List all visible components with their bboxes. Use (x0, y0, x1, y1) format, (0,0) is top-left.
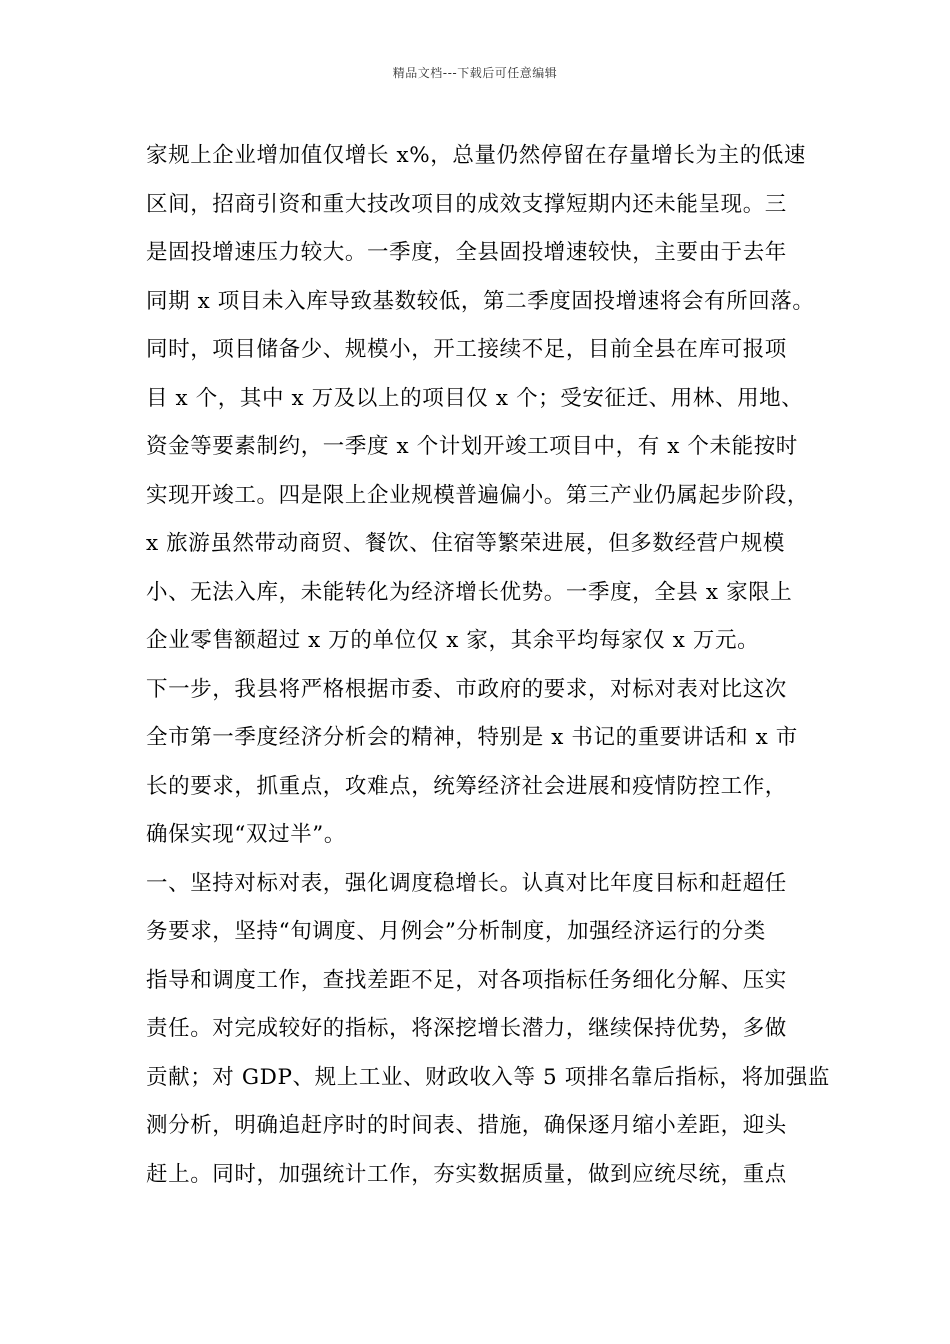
text-line: 务要求，坚持“旬调度、月例会”分析制度，加强经济运行的分类 (146, 919, 766, 944)
text-line: 长的要求，抓重点，攻难点，统筹经济社会进展和疫情防控工作， (146, 773, 787, 799)
text-line: 责任。对完成较好的指标，将深挖增长潜力，继续保持优势，多做 (146, 1016, 787, 1041)
text-line: 区间，招商引资和重大技改项目的成效支撑短期内还未能呈现。三 (146, 191, 787, 217)
text-line: 小、无法入库，未能转化为经济增长优势。一季度，全县 x 家限上 (146, 579, 793, 605)
text-line: 下一步，我县将严格根据市委、市政府的要求，对标对表对比这次 (146, 676, 787, 702)
text-line: 赶上。同时，加强统计工作，夯实数据质量，做到应统尽统，重点 (146, 1161, 787, 1187)
text-line: 确保实现“双过半”。 (146, 822, 346, 847)
text-line: 同期 x 项目未入库导致基数较低，第二季度固投增速将会有所回落。 (146, 288, 815, 314)
text-line: 指导和调度工作，查找差距不足，对各项指标任务细化分解、压实 (146, 967, 787, 993)
text-line: 目 x 个，其中 x 万及以上的项目仅 x 个；受安征迁、用林、用地、 (146, 385, 804, 411)
text-line: 资金等要素制约，一季度 x 个计划开竣工项目中，有 x 个未能按时 (146, 434, 798, 459)
text-line: 贡献；对 GDP、规上工业、财政收入等 5 项排名靠后指标，将加强监 (146, 1064, 830, 1090)
text-line: 实现开竣工。四是限上企业规模普遍偏小。第三产业仍属起步阶段， (146, 482, 810, 508)
text-line: 一、坚持对标对表，强化调度稳增长。认真对比年度目标和赶超任 (146, 870, 787, 896)
page-header: 精品文档---下载后可任意编辑 (392, 66, 558, 80)
text-line: 全市第一季度经济分析会的精神，特别是 x 书记的重要讲话和 x 市 (146, 725, 798, 750)
text-line: 是固投增速压力较大。一季度，全县固投增速较快，主要由于去年 (146, 240, 787, 265)
text-line: x 旅游虽然带动商贸、餐饮、住宿等繁荣进展，但多数经营户规模 (146, 531, 785, 556)
text-line: 家规上企业增加值仅增长 x%，总量仍然停留在存量增长为主的低速 (146, 143, 806, 168)
text-line: 测分析，明确追赶序时的时间表、措施，确保逐月缩小差距，迎头 (146, 1113, 787, 1138)
text-line: 企业零售额超过 x 万的单位仅 x 家，其余平均每家仅 x 万元。 (146, 628, 760, 653)
body-text (146, 132, 830, 1199)
text-line: 同时，项目储备少、规模小，开工接续不足，目前全县在库可报项 (146, 337, 787, 362)
